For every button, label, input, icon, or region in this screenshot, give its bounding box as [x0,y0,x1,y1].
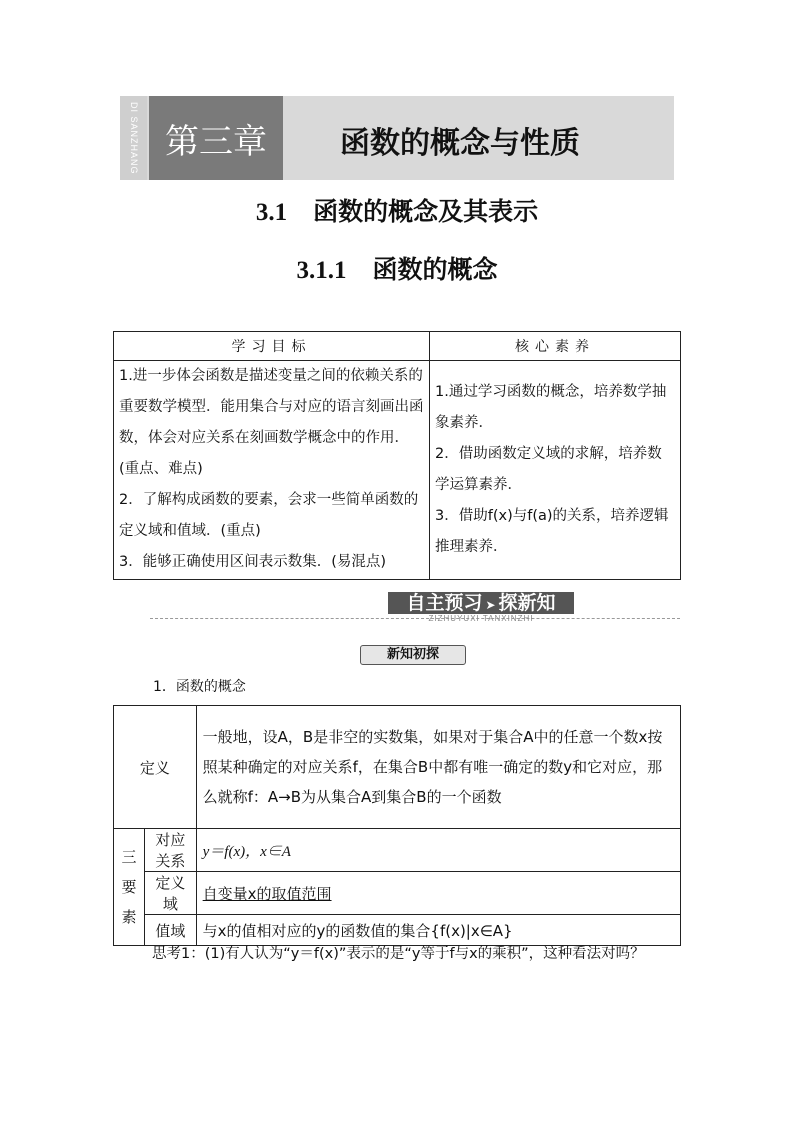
goals-left-cell [114,361,430,580]
three-elements-label: 三要素 [114,829,145,946]
arrow-icon: ➤ [485,598,496,612]
goal-item: 3．能够正确使用区间表示数集．(易混点) [119,554,387,570]
row-value: 自变量x的取值范围 [196,872,680,915]
chapter-title: 函数的概念与性质 [340,126,580,161]
concept-heading: 1．函数的概念 [153,679,246,695]
section-bar [388,592,574,614]
subsection-number: 3.1.1 [296,257,347,284]
row-label: 值域 [145,915,197,946]
literacy-item: 3．借助f(x)与f(a)的关系，培养逻辑推理素养． [435,508,669,555]
goals-right-cell [430,361,681,580]
subsection-title [0,250,794,286]
goals-header-left: 学习目标 [114,332,430,361]
def-label: 定义 [114,706,197,829]
row-value: y＝f(x)，x∈A [196,829,680,872]
section-bar-subtitle: ZIZHUYUXI TANXINZHI [428,614,534,623]
goals-table [113,331,681,580]
row-label: 对应关系 [145,829,197,872]
definition-table [113,705,681,946]
thinking-question: 思考1：(1)有人认为“y＝f(x)”表示的是“y等于f与x的乘积”，这种看法对吗？ [152,946,645,962]
row-label: 定义域 [145,872,197,915]
goal-item: 2．了解构成函数的要素，会求一些简单函数的定义域和值域．(重点) [119,492,419,539]
goals-header-right: 核心素养 [430,332,681,361]
def-text: 一般地，设A，B是非空的实数集，如果对于集合A中的任意一个数x按照某种确定的对应关系f，在集合B中都有唯一确定的数y和它对应，那么就称f：A→B为从集合A到集合B的一个函数 [196,706,680,829]
subsection-name: 函数的概念 [372,255,498,284]
section-bar-title2: 探新知 [498,592,556,614]
chapter-pinyin: DI SANZHANG [120,96,147,180]
section-bar-title: 自主预习 [406,592,483,614]
literacy-item: 2．借助函数定义域的求解，培养数学运算素养． [435,446,662,493]
chapter-label: 第三章 [149,96,283,180]
row-value: 与x的值相对应的y的函数值的集合{f(x)|x∈A} [196,915,680,946]
literacy-item: 1.通过学习函数的概念，培养数学抽象素养． [435,384,667,431]
section-number: 3.1 [255,199,288,226]
goal-item: 1.进一步体会函数是描述变量之间的依赖关系的重要数学模型．能用集合与对应的语言刻画出函数，体会对应关系在刻画数学概念中的作用．(重点、难点) [119,368,424,477]
new-knowledge-badge: 新知初探 [360,645,466,665]
section-title [0,192,794,228]
section-name: 函数的概念及其表示 [313,197,539,226]
